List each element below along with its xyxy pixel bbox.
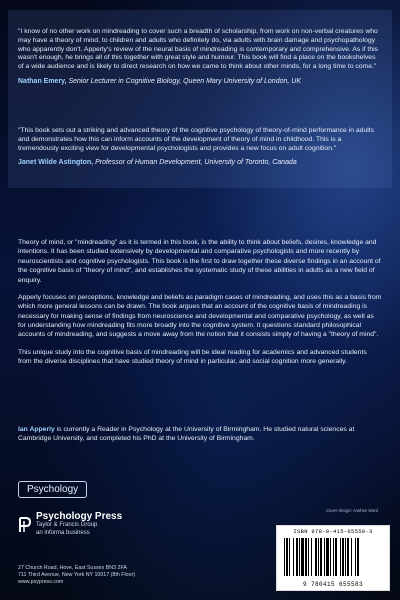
barcode-bar <box>330 538 331 576</box>
barcode-bar <box>357 538 359 576</box>
barcode-bar <box>308 538 309 576</box>
barcode-bar <box>284 538 285 576</box>
publisher-business: an informa business <box>36 529 90 536</box>
barcode-bar <box>315 538 317 576</box>
barcode-bar <box>296 538 298 576</box>
barcode-bar <box>305 538 307 576</box>
psychology-press-logo-icon <box>18 517 32 533</box>
barcode-bars <box>283 538 383 576</box>
publisher-group: Taylor & Francis Group <box>36 522 98 528</box>
endorsement-text: "This book sets out a striking and advanced theory of the cognitive psychology of theory-of-mind performance in adults and demonstrates how this can inform accounts of the development of theory of mind in childhood. This is a tremendously exciting view for developmental psychologists and provides a new focus on adult cognition." <box>18 127 375 152</box>
address-line: 27 Church Road, Hove, East Sussex BN3 2FA <box>18 565 127 571</box>
cover-design-credit: Cover design: Andrew Ward <box>326 508 379 513</box>
subject-category-badge: Psychology <box>18 481 87 498</box>
barcode-bar <box>301 538 304 576</box>
description-paragraph: Apperly focuses on perceptions, knowledge and beliefs as paradigm cases of mindreading, and uses this as a basis from which more general lessons can be drawn. The book argues that an account of the cognitive basis of mindreading is necessary for making sense of findings from neuroscience and developmental and comparative psychology, as well as for understanding how mindreading fits more broadly into the cognitive system. It questions standard philosophical accounts of mindreading, and suggests a move away from the notion that it consists simply of having a "theory of mind". <box>18 293 382 339</box>
author-name: Ian Apperly <box>18 426 55 433</box>
endorsement-attribution <box>18 77 380 86</box>
publisher-logo-block <box>18 512 122 537</box>
barcode-bar <box>335 538 337 576</box>
address-line: 711 Third Avenue, New York NY 10017 (8th Floor) <box>18 572 136 579</box>
barcode-bar <box>345 538 346 576</box>
book-description <box>18 238 382 375</box>
description-paragraph: Theory of mind, or "mindreading" as it is termed in this book, is the ability to think about beliefs, desires, knowledge and intentions. It has been studied extensively by developmental and comparative psychologists and more recently by neuroscientists and cognitive psychologists. This book is the first to draw together these diverse findings in an account of the cognitive basis of "theory of mind", and establishes the systematic study of these abilities in adults as a new field of enquiry. <box>18 239 381 284</box>
isbn-barcode <box>276 525 390 591</box>
author-bio-text: is currently a Reader in Psychology at the University of Birmingham. He studied natural sciences at Cambridge University, and completed his PhD at the University of Birmingham. <box>18 426 355 443</box>
barcode-bar <box>318 538 319 576</box>
description-paragraph: This unique study into the cognitive basis of mindreading will be ideal reading for academics and advanced students from the diverse disciplines that have studied theory of mind in particular, and social cognition more generally. <box>18 348 367 366</box>
endorsement-attribution <box>18 158 380 167</box>
publisher-name: Psychology Press <box>36 511 123 522</box>
barcode-bar <box>340 538 341 576</box>
isbn-number: ISBN 978-0-415-65558-3 <box>293 528 373 535</box>
endorsement-text: "I know of no other work on mindreading to cover such a breadth of scholarship, from work on non-verbal creatures who may have a theory of mind, to children and adults who definitely do, via adults with brain damage and psychopathology who apparently don't. Apperly's review of the neural basis of mindreading is contemporary and comprehensive. As if this wasn't enough, he brings all of this together with great style and humour. This book will find a place on the bookshelves of a wide audience and is likely to direct research on how we came to think about other minds, for a long time to come." <box>18 28 379 71</box>
barcode-bar <box>299 538 300 576</box>
barcode-bar <box>289 538 290 576</box>
barcode-bar <box>342 538 344 576</box>
publisher-website: www.psypress.com <box>18 579 64 586</box>
barcode-bar <box>324 538 325 576</box>
endorsement-1 <box>18 28 380 86</box>
endorser-title: Professor of Human Development, University of Toronto, Canada <box>95 159 297 167</box>
endorsement-2 <box>18 127 380 168</box>
barcode-bar <box>355 538 356 576</box>
barcode-bar <box>351 538 352 576</box>
barcode-bar <box>333 538 334 576</box>
endorser-name: Nathan Emery, <box>18 78 67 86</box>
barcode-bar <box>311 538 312 576</box>
barcode-bar <box>286 538 288 576</box>
barcode-bar <box>320 538 322 576</box>
barcode-digits: 9 780415 655583 <box>302 581 363 588</box>
endorser-title: Senior Lecturer in Cognitive Biology, Queen Mary University of London, UK <box>68 78 301 86</box>
endorser-name: Janet Wilde Astington, <box>18 159 94 167</box>
publisher-address <box>18 565 135 586</box>
barcode-bar <box>293 538 294 576</box>
barcode-bar <box>347 538 349 576</box>
barcode-bar <box>326 538 329 576</box>
author-bio <box>18 425 382 444</box>
